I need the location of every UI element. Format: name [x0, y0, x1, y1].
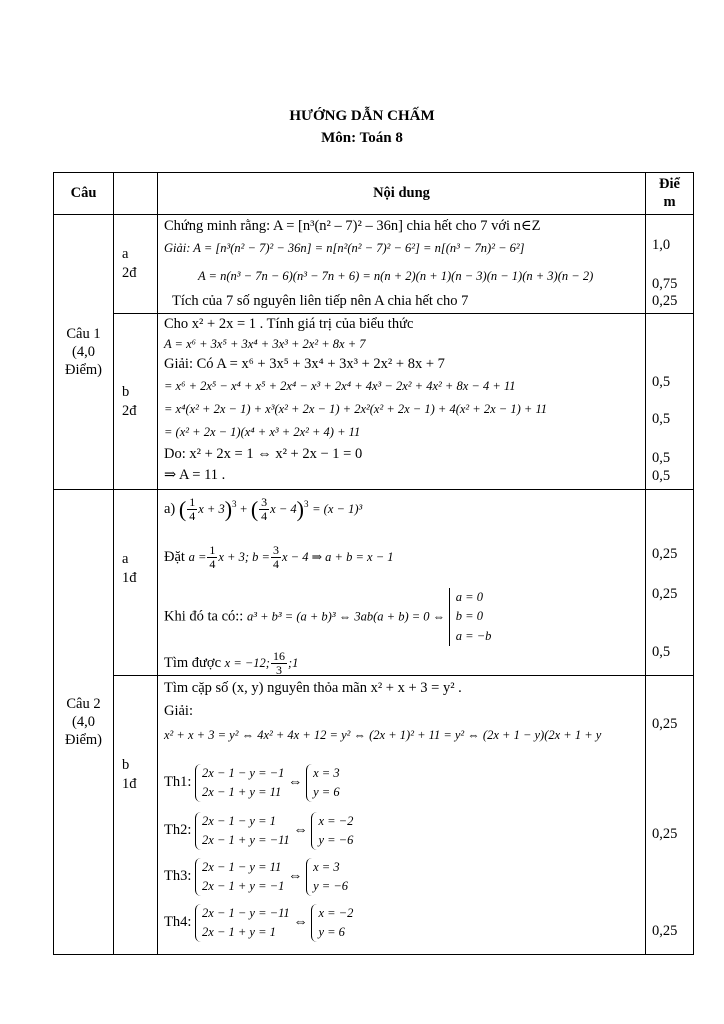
q1a-line-1: Chứng minh rằng: A = [n³(n² – 7)² – 36n] chia hết cho 7 với n∈Z [164, 218, 541, 234]
q1b-line-3: Giải: Có A = x⁶ + 3x⁵ + 3x⁴ + 3x³ + 2x² + 8x + 7 [164, 356, 445, 372]
q1a-line-2: Giải: A = [n³(n² − 7)² − 36n] = n[n²(n² − 7)² − 6²] = n[(n³ − 7n)² − 6²] [164, 241, 525, 255]
q1a-part: a 2đ [114, 215, 158, 314]
q2b-point-3: 0,25 [652, 923, 678, 939]
q1a-line-4: Tích của 7 số nguyên liên tiếp nên A chia hết cho 7 [172, 293, 469, 309]
grading-table [53, 172, 694, 955]
q1a-content [158, 215, 646, 314]
header-diem-1: Điể [659, 176, 680, 193]
q1b-part: b 2đ [114, 314, 158, 490]
q1-label: Câu 1 (4,0 Điểm) [54, 215, 114, 490]
q1b-point-1: 0,5 [652, 374, 671, 390]
q2a-row [54, 490, 694, 676]
q1b-row [54, 314, 694, 490]
header-diem [646, 173, 694, 215]
q1b-point-3: 0,5 [652, 450, 671, 466]
q1a-point-3: 0,25 [652, 293, 678, 309]
header-noidung: Nội dung [158, 173, 646, 215]
q2b-part: b 1đ [114, 676, 158, 955]
header-diem-2: m [663, 193, 676, 210]
header-cau: Câu [54, 173, 114, 215]
q1b-line-7: Do: x² + 2x = 1 ⇔ x² + 2x − 1 = 0 [164, 446, 363, 462]
q2a-line-2: Đặt a = $\frac{1}{4}$ x + 3; b = $\frac{3}{4}$ x − 4 ⇒ a + b = x − 1 [164, 543, 394, 572]
q2b-line-2: Giải: [164, 703, 193, 719]
q2b-line-1: Tìm cặp số (x, y) nguyên thỏa mãn x² + x + 3 = y² . [164, 680, 462, 696]
q2b-line-3: x² + x + 3 = y² ⇔ 4x² + 4x + 12 = y² ⇔ (2x + 1)² + 11 = y² ⇔ (2x + 1 − y)(2x + 1 + y [164, 728, 602, 742]
q1b-point-2: 0,5 [652, 411, 671, 427]
q1a-point-1: 1,0 [652, 237, 671, 253]
document-title: HƯỚNG DẪN CHẤM [289, 108, 435, 124]
q2b-content [158, 676, 646, 955]
header-blank [114, 173, 158, 215]
q2a-part: a 1đ [114, 490, 158, 676]
q2a-point-1: 0,25 [652, 546, 678, 562]
q2a-point-3: 0,5 [652, 644, 671, 660]
q2-label: Câu 2 (4,0 Điểm) [54, 490, 114, 955]
subject-title: Môn: Toán 8 [321, 130, 403, 146]
q2b-case-1: Th1: 2x − 1 − y = −1 2x − 1 + y = 11 ⇔ x = 3 y = 6 [164, 764, 340, 802]
q2a-points [646, 490, 694, 676]
q1b-content [158, 314, 646, 490]
q2b-case-3: Th3: 2x − 1 − y = 11 2x − 1 + y = −1 ⇔ x = 3 y = −6 [164, 858, 348, 896]
q2a-line-4: Tìm được x = −12; $\frac{16}{3}$ ;1 [164, 649, 299, 678]
q2a-line-1: a) ( $\frac{1}{4}$ x + 3)$^3$ + ( $\frac{3}{4}$ x − 4)$^3$ = (x − 1)³ [164, 495, 363, 524]
q2b-case-4: Th4: 2x − 1 − y = −11 2x − 1 + y = 1 ⇔ x = −2 y = 6 [164, 904, 353, 942]
q1b-line-4: = x⁶ + 2x⁵ − x⁴ + x⁵ + 2x⁴ − x³ + 2x⁴ + 4x³ − 2x² + 4x² + 8x − 4 + 11 [164, 379, 516, 393]
q2b-case-2: Th2: 2x − 1 − y = 1 2x − 1 + y = −11 ⇔ x = −2 y = −6 [164, 812, 353, 850]
q2a-line-3: Khi đó ta có:: a³ + b³ = (a + b)³ ⇔ 3ab(a + b) = 0 ⇔ a = 0 b = 0 a = −b [164, 588, 491, 646]
q1b-point-4: 0,5 [652, 468, 671, 484]
q1b-points [646, 314, 694, 490]
q2a-point-2: 0,25 [652, 586, 678, 602]
q2b-point-2: 0,25 [652, 826, 678, 842]
q1b-line-1: Cho x² + 2x = 1 . Tính giá trị của biểu thức [164, 316, 414, 332]
q1b-line-2: A = x⁶ + 3x⁵ + 3x⁴ + 3x³ + 2x² + 8x + 7 [164, 337, 366, 351]
q1a-points [646, 215, 694, 314]
q1a-point-2: 0,75 [652, 276, 678, 292]
header-row [54, 173, 694, 215]
q2b-points [646, 676, 694, 955]
q2a-system: a = 0 b = 0 a = −b [449, 588, 492, 646]
q1b-line-5: = x⁴(x² + 2x − 1) + x³(x² + 2x − 1) + 2x²(x² + 2x − 1) + 4(x² + 2x − 1) + 11 [164, 402, 548, 416]
q1b-line-8: ⇒ A = 11 . [164, 467, 226, 483]
q2a-content [158, 490, 646, 676]
q2b-row [54, 676, 694, 955]
q1a-row [54, 215, 694, 314]
q1b-line-6: = (x² + 2x − 1)(x⁴ + x³ + 2x² + 4) + 11 [164, 425, 361, 439]
q1a-line-3: A = n(n³ − 7n − 6)(n³ − 7n + 6) = n(n + 2)(n + 1)(n − 3)(n − 1)(n + 3)(n − 2) [198, 269, 594, 283]
q2b-point-1: 0,25 [652, 716, 678, 732]
